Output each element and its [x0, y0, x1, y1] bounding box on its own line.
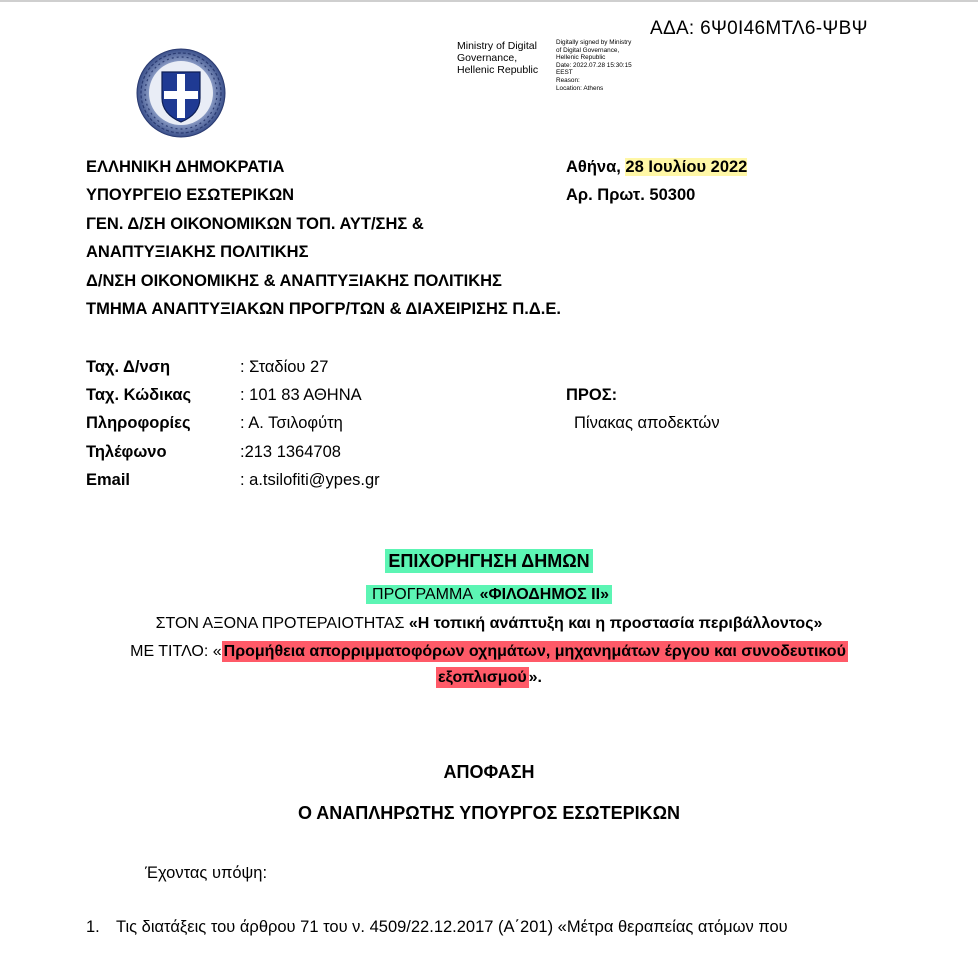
signature-detail-line: Location: Athens [556, 84, 604, 92]
contact-row [86, 438, 380, 466]
contact-value: : 101 83 ΑΘΗΝΑ [240, 386, 362, 405]
minister-heading: Ο ΑΝΑΠΛΗΡΩΤΗΣ ΥΠΟΥΡΓΟΣ ΕΣΩΤΕΡΙΚΩΝ [297, 803, 681, 823]
authority-line: ΤΜΗΜΑ ΑΝΑΠΤΥΞΙΑΚΩΝ ΠΡΟΓΡ/ΤΩΝ & ΔΙΑΧΕΙΡΙΣΗΣ Π.Δ.Ε. [86, 300, 561, 319]
priority-axis-line [0, 615, 978, 633]
list-item-text: Τις διατάξεις του άρθρου 71 του ν. 4509/22.12.2017 (Α΄201) «Μέτρα θεραπείας ατόμων που [116, 918, 788, 936]
program-line [0, 586, 978, 604]
contact-label: Ταχ. Κώδικας [86, 386, 192, 405]
title-suffix: ». [528, 669, 542, 686]
contact-value: :213 1364708 [240, 442, 341, 461]
recipients-value: Πίνακας αποδεκτών [574, 414, 720, 433]
protocol-number: Αρ. Πρωτ. 50300 [566, 186, 696, 205]
title-prefix: ΜΕ ΤΙΤΛΟ: « [130, 643, 222, 660]
program-name: «ΦΙΛΟΔΗΜΟΣ ΙΙ» [479, 586, 609, 603]
contact-label: Email [86, 470, 131, 489]
authority-line: ΥΠΟΥΡΓΕΙΟ ΕΣΩΤΕΡΙΚΩΝ [86, 186, 295, 205]
axis-prefix: ΣΤΟΝ ΑΞΟΝΑ ΠΡΟΤΕΡΑΙΟΤΗΤΑΣ [155, 615, 409, 632]
grant-title-text: ΕΠΙΧΟΡΗΓΗΣΗ ΔΗΜΩΝ [385, 549, 592, 573]
document-date: 28 Ιουλίου 2022 [625, 158, 748, 176]
grant-title [0, 551, 978, 572]
greek-state-emblem [136, 48, 226, 138]
axis-name: «Η τοπική ανάπτυξη και η προστασία περιβάλλοντος» [408, 615, 823, 632]
issuing-authority [86, 153, 561, 323]
authority-line: Δ/ΝΣΗ ΟΙΚΟΝΟΜΙΚΗΣ & ΑΝΑΠΤΥΞΙΑΚΗΣ ΠΟΛΙΤΙΚΗΣ [86, 271, 502, 290]
considering-intro: Έχοντας υπόψη: [145, 864, 268, 882]
list-item [86, 918, 788, 937]
signature-details [556, 39, 632, 92]
list-item-number: 1. [86, 918, 100, 936]
project-title-line-2 [0, 669, 978, 687]
contact-email: : a.tsilofiti@ypes.gr [240, 470, 380, 489]
signature-detail-line: Hellenic Republic [556, 54, 606, 62]
signature-issuer-line: Governance, [457, 52, 518, 64]
signature-issuer [457, 40, 538, 76]
place: Αθήνα, [566, 158, 621, 176]
signature-issuer-line: Hellenic Republic [457, 64, 539, 76]
program-highlight [366, 585, 612, 604]
decision-heading: ΑΠΟΦΑΣΗ [443, 762, 535, 782]
contact-row [86, 381, 380, 409]
page-top-border [0, 0, 978, 2]
contact-details [86, 353, 380, 494]
authority-line: ΑΝΑΠΤΥΞΙΑΚΗΣ ΠΟΛΙΤΙΚΗΣ [86, 243, 309, 262]
signature-detail-line: Date: 2022.07.28 15:30:15 [556, 61, 632, 69]
contact-label: Πληροφορίες [86, 414, 191, 433]
ada-code: ΑΔΑ: 6Ψ0Ι46ΜΤΛ6-ΨΒΨ [650, 18, 868, 39]
signature-detail-line: of Digital Governance, [556, 46, 620, 54]
signature-detail-line: Reason: [556, 76, 580, 84]
contact-row [86, 466, 380, 494]
date-line [566, 153, 747, 181]
authority-line: ΕΛΛΗΝΙΚΗ ΔΗΜΟΚΡΑΤΙΑ [86, 158, 285, 176]
document-date-block [566, 153, 747, 210]
contact-row [86, 409, 380, 437]
contact-row [86, 353, 380, 381]
contact-label: Ταχ. Δ/νση [86, 358, 171, 376]
authority-line: ΓΕΝ. Δ/ΣΗ ΟΙΚΟΝΟΜΙΚΩΝ ΤΟΠ. ΑΥΤ/ΣΗΣ & [86, 214, 424, 233]
project-title-part-1: Προμήθεια απορριμματοφόρων οχημάτων, μηχανημάτων έργου και συνοδευτικού [223, 643, 846, 660]
contact-label: Τηλέφωνο [86, 442, 167, 461]
contact-value: : Α. Τσιλοφύτη [240, 414, 343, 433]
contact-value: : Σταδίου 27 [240, 358, 329, 376]
signature-detail-line: Digitally signed by Ministry [556, 39, 632, 46]
project-title-line-1 [0, 643, 978, 661]
recipients-label: ΠΡΟΣ: [566, 386, 618, 404]
signature-detail-line: EEST [556, 69, 573, 77]
project-title-part-2: εξοπλισμού [437, 669, 527, 686]
signature-issuer-line: Ministry of Digital [457, 40, 537, 52]
recipients-block [566, 381, 720, 437]
program-prefix: ΠΡΟΓΡΑΜΜΑ [369, 585, 480, 604]
